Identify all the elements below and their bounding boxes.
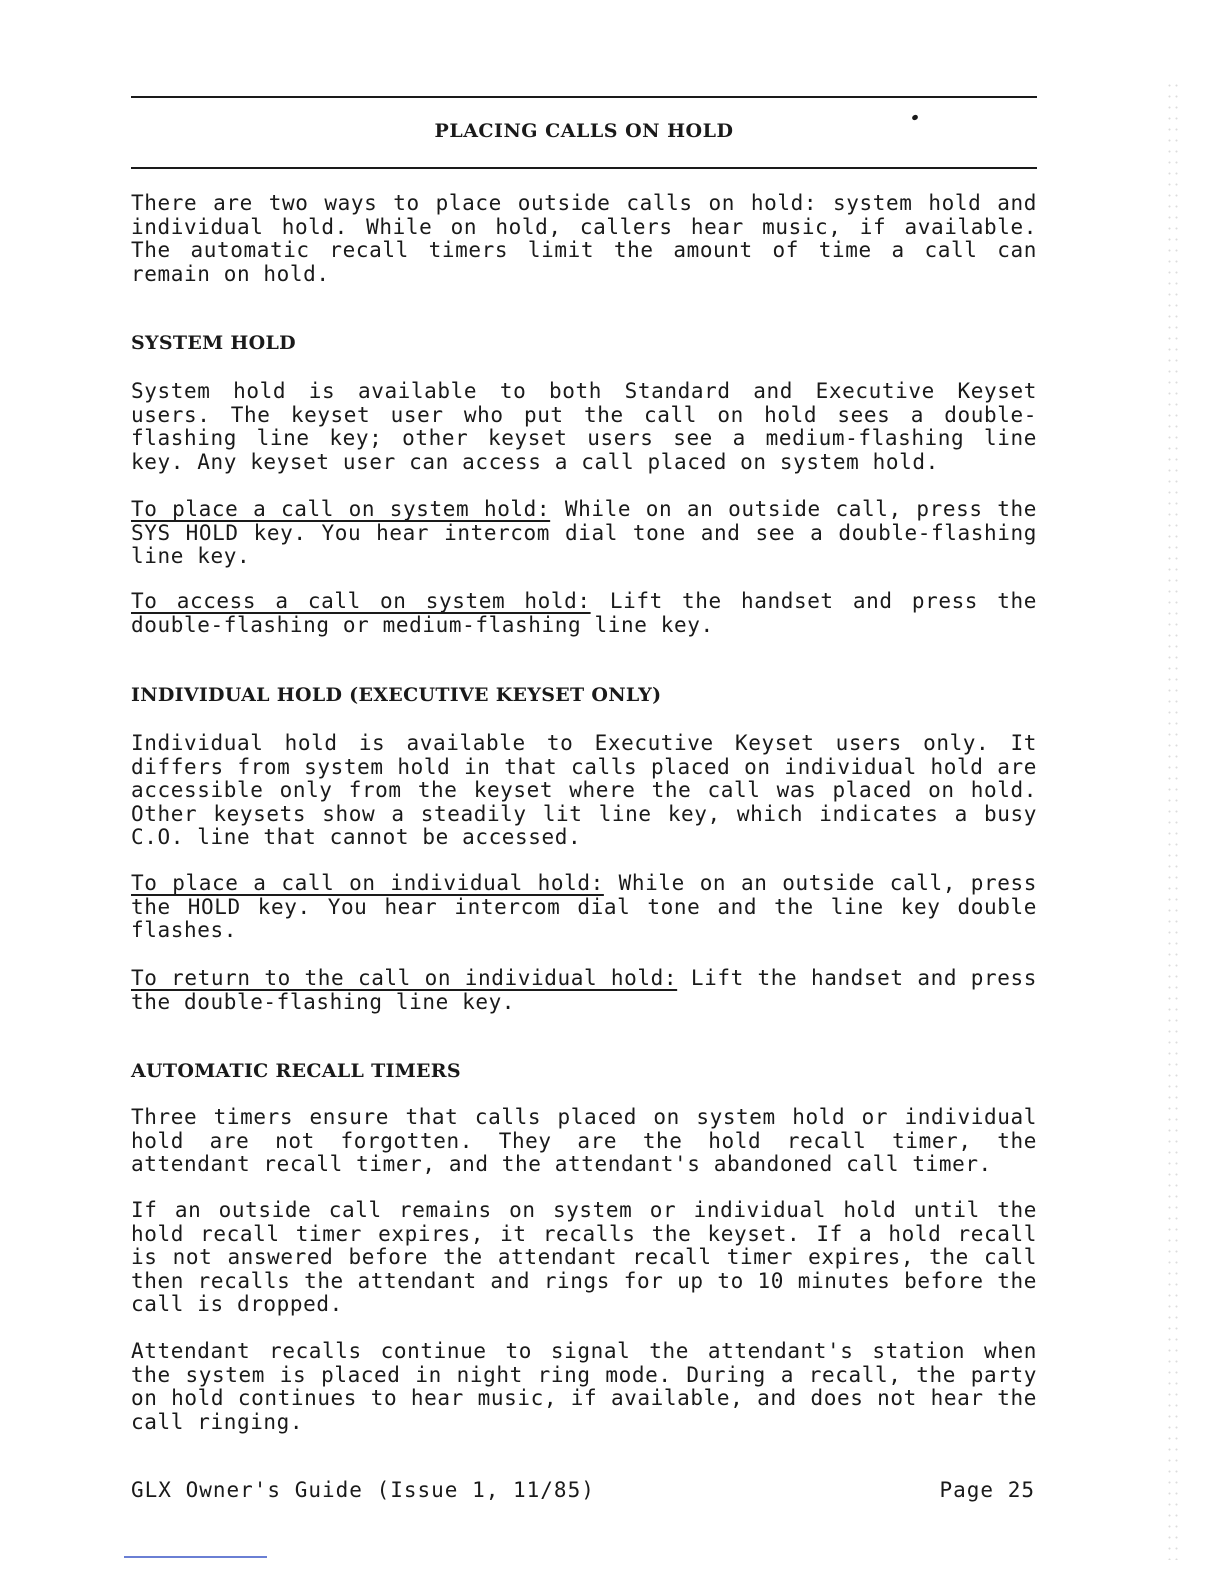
procedure-label: To access a call on system hold: [131,589,591,613]
page-title: PLACING CALLS ON HOLD [434,120,734,142]
scan-edge-noise [1166,80,1180,1560]
system-hold-paragraph: System hold is available to both Standard and Executive Keyset users. The keyset user who put the call on hold sees a double-flashing line key; other keyset users see a medium-flashing line key. Any keyset user can access a call placed on system hold. [131,379,1037,474]
title-top-rule [131,96,1037,98]
procedure-label: To return to the call on individual hold: [131,966,678,990]
intro-paragraph: There are two ways to place outside calls on hold: system hold and individual hold. While on hold, callers hear music, if available. The automatic recall timers limit the amount of time a call can remain on hold. [131,191,1037,286]
recall-timers-paragraph-1: Three timers ensure that calls placed on system hold or individual hold are not forgotten. They are the hold recall timer, the attendant recall timer, and the attendant's abandoned call timer. [131,1105,1037,1176]
bottom-blue-rule [124,1556,267,1558]
footer-document-title: GLX Owner's Guide (Issue 1, 11/85) [131,1478,595,1502]
system-hold-access-instruction [131,590,1037,637]
individual-hold-return-instruction [131,967,1037,1014]
system-hold-place-instruction [131,498,1037,569]
individual-hold-paragraph: Individual hold is available to Executive Keyset users only. It differs from system hold in that calls placed on individual hold are accessible only from the keyset where the call was placed on hold. Other keysets show a steadily lit line key, which indicates a busy C.O. line that cannot be accessed. [131,731,1037,849]
procedure-text: While on an outside call, press the HOLD key. You hear intercom dial tone and the line key double flashes. [131,871,1037,942]
title-bottom-rule [131,167,1037,169]
section-heading-individual-hold: INDIVIDUAL HOLD (EXECUTIVE KEYSET ONLY) [131,684,662,706]
section-heading-system-hold: SYSTEM HOLD [131,332,296,354]
section-heading-recall-timers: AUTOMATIC RECALL TIMERS [131,1060,461,1082]
individual-hold-place-instruction [131,872,1037,943]
procedure-text: Lift the handset and press the double-flashing or medium-flashing line key. [131,589,1037,637]
procedure-label: To place a call on individual hold: [131,871,604,895]
recall-timers-paragraph-2: If an outside call remains on system or individual hold until the hold recall timer expires, it recalls the keyset. If a hold recall is not answered before the attendant recall timer expires, the call then recalls the attendant and rings for up to 10 minutes before the call is dropped. [131,1198,1037,1316]
recall-timers-paragraph-3: Attendant recalls continue to signal the attendant's station when the system is placed in night ring mode. During a recall, the party on hold continues to hear music, if available, and does not hear the call ringing. [131,1339,1037,1434]
procedure-label: To place a call on system hold: [131,497,551,521]
procedure-text: While on an outside call, press the SYS HOLD key. You hear intercom dial tone and see a double-flashing line key. [131,497,1037,568]
procedure-text: Lift the handset and press the double-flashing line key. [131,966,1037,1014]
footer-page-number: Page 25 [939,1478,1035,1502]
